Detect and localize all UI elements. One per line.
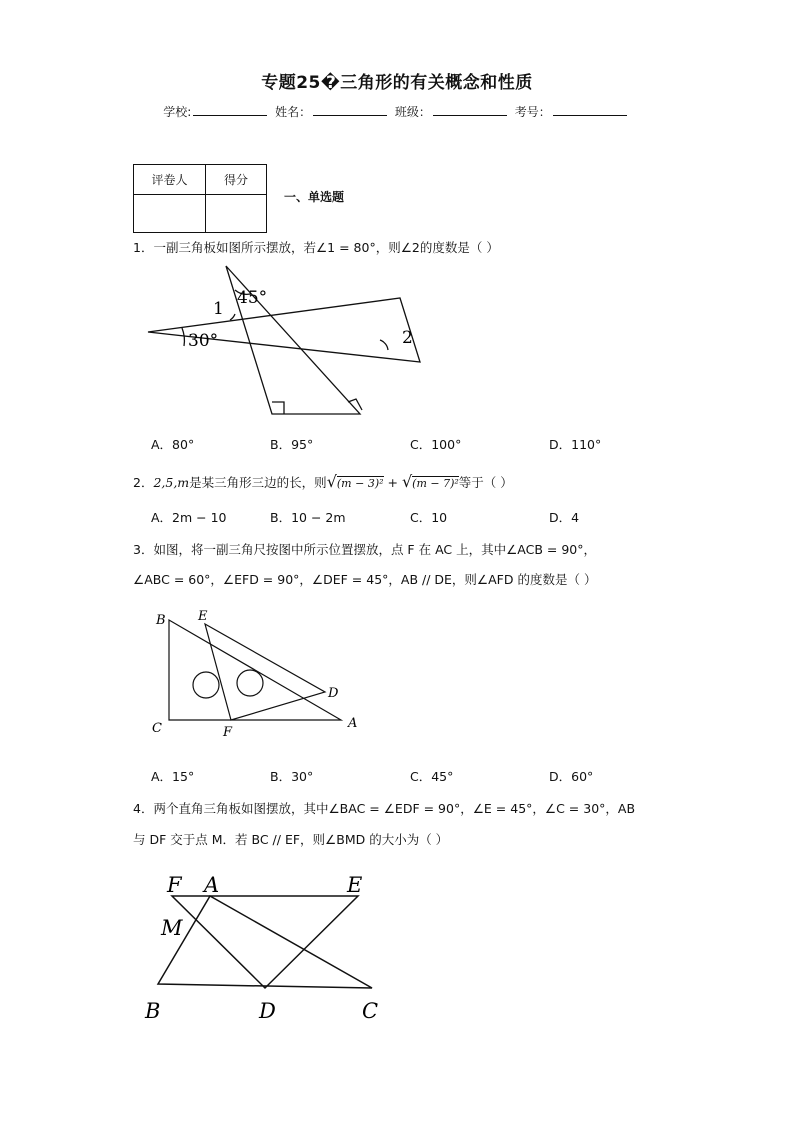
q1-right-angle-left <box>272 402 284 414</box>
q1-option-a[interactable]: A．80° <box>151 437 195 452</box>
q3-option-b[interactable]: B．30° <box>270 769 314 784</box>
q3-circle-right <box>237 670 263 696</box>
q4-label-d: D <box>259 999 276 1023</box>
q1-label-30: 30° <box>188 331 219 351</box>
section-title: 一、单选题 <box>284 190 345 204</box>
reviewer-cell[interactable] <box>134 195 206 233</box>
q3-label-a: A <box>348 716 358 731</box>
q4-label-f: F <box>167 873 182 897</box>
q1-arc-1 <box>230 314 235 320</box>
q2-option-c[interactable]: C．10 <box>410 510 448 525</box>
q4-triangle-def <box>172 896 358 988</box>
q4-label-m: M <box>161 916 183 940</box>
q2-mid: 是某三角形三边的长，则 <box>189 475 327 490</box>
name-label: 姓名： <box>275 105 312 119</box>
question-3-figure <box>145 604 370 742</box>
question-4-stem-line1: 4．两个直角三角板如图摆放，其中∠BAC = ∠EDF = 90°，∠E = 45°，∠C = 30°，AB <box>133 801 636 816</box>
q1-label-45: 45° <box>237 288 268 308</box>
q3-label-f: F <box>223 725 233 740</box>
score-table <box>133 164 267 233</box>
q2-option-a[interactable]: A．2m − 10 <box>151 510 227 525</box>
q1-arc-30 <box>182 328 184 346</box>
q3-option-d[interactable]: D．60° <box>549 769 594 784</box>
school-label: 学校: <box>163 105 192 119</box>
q3-label-d: D <box>328 686 339 701</box>
q1-arc-2 <box>380 340 388 350</box>
question-4-figure <box>140 868 390 1028</box>
q3-option-a[interactable]: A．15° <box>151 769 195 784</box>
q2-option-d[interactable]: D．4 <box>549 510 580 525</box>
page-title: 专题25�三角形的有关概念和性质 <box>261 73 533 93</box>
question-2-stem <box>133 472 513 491</box>
q2-prefix: 2． <box>133 475 154 490</box>
number-blank[interactable] <box>553 103 627 116</box>
class-label: 班级： <box>394 105 431 119</box>
q2-sqrt2-icon: √ <box>401 472 413 491</box>
class-blank[interactable] <box>433 103 507 116</box>
q4-label-e: E <box>347 873 363 897</box>
q3-triangle-abc <box>169 620 341 720</box>
score-header: 得分 <box>206 165 267 195</box>
q2-plus: + <box>383 475 402 490</box>
name-blank[interactable] <box>313 103 387 116</box>
q4-label-c: C <box>362 999 379 1023</box>
q2-sqrt1-icon: √ <box>326 472 337 491</box>
q4-label-a: A <box>204 873 220 897</box>
q4-triangle-abc <box>158 896 372 988</box>
score-cell[interactable] <box>206 195 267 233</box>
q2-suffix: 等于（ ） <box>458 475 513 490</box>
school-blank[interactable] <box>193 103 267 116</box>
q1-option-c[interactable]: C．100° <box>410 437 462 452</box>
q2-option-b[interactable]: B．10 − 2m <box>270 510 346 525</box>
q3-label-c: C <box>152 721 162 736</box>
question-4-stem-line2: 与 DF 交于点 M．若 BC // EF，则∠BMD 的大小为（ ） <box>133 832 449 847</box>
question-1-figure <box>140 262 430 418</box>
number-label: 考号： <box>514 105 551 119</box>
q1-label-2: 2 <box>402 328 413 348</box>
student-info-row <box>0 103 794 120</box>
q1-option-d[interactable]: D．110° <box>549 437 602 452</box>
q3-option-c[interactable]: C．45° <box>410 769 454 784</box>
q2-vars: 2,5,m <box>153 475 190 490</box>
q2-expr1: (m − 3)² <box>336 477 384 490</box>
q3-label-b: B <box>156 613 166 628</box>
question-1-stem: 1．一副三角板如图所示摆放，若∠1 = 80°，则∠2的度数是（ ） <box>133 240 499 255</box>
q4-label-b: B <box>145 999 161 1023</box>
question-3-stem-line2: ∠ABC = 60°，∠EFD = 90°，∠DEF = 45°，AB // DE，则∠AFD 的度数是（ ） <box>133 572 597 587</box>
q1-label-1: 1 <box>213 299 224 319</box>
q2-expr2: (m − 7)² <box>412 477 459 490</box>
q3-label-e: E <box>198 609 208 624</box>
q3-triangle-efd <box>205 624 325 720</box>
reviewer-header: 评卷人 <box>134 165 206 195</box>
q3-circle-left <box>193 672 219 698</box>
question-3-stem-line1: 3．如图，将一副三角尺按图中所示位置摆放，点 F 在 AC 上，其中∠ACB = 90°， <box>133 542 597 557</box>
q1-option-b[interactable]: B．95° <box>270 437 314 452</box>
